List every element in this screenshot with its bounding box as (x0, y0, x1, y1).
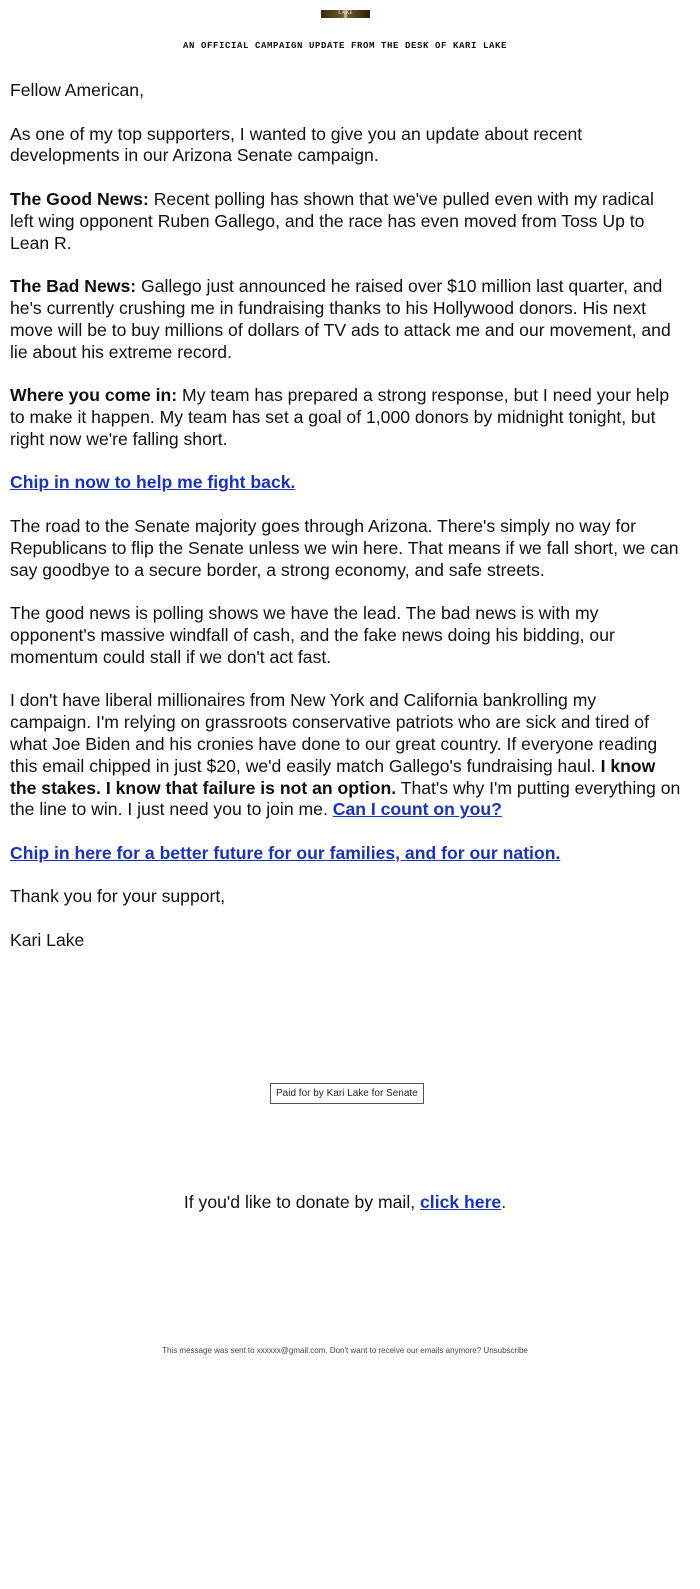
everything-text: That's why I'm putting everything on the line to win. I just need you to join me. (10, 777, 681, 820)
donate-by-mail-end: . (501, 1192, 507, 1212)
greeting: Fellow American, (10, 80, 144, 100)
email-body (10, 80, 682, 974)
donate-by-mail (0, 1192, 690, 1213)
bad-news-text: Gallego just announced he raised over $10 million last quarter, and he's currently crushing me in fundraising thanks to his Hollywood donors. His next move will be to buy millions of dollars of TV ads to attack me and our movement, and lie about his extreme record. (10, 276, 671, 362)
campaign-logo (321, 10, 370, 18)
good-news-paragraph (10, 189, 682, 254)
unsubscribe-footer[interactable]: This message was sent to xxxxxx@gmail.com. Don't want to receive our emails anymore? Unsubscribe (162, 1346, 528, 1355)
donate-by-mail-text: If you'd like to donate by mail, (183, 1192, 421, 1212)
bad-news-label: The Bad News: (10, 276, 137, 297)
stakes-bold-text: I know the stakes. I know that failure is not an option. (10, 755, 656, 798)
email-tagline: AN OFFICIAL CAMPAIGN UPDATE FROM THE DESK OF KARI LAKE (182, 41, 508, 51)
where-paragraph (10, 385, 682, 450)
cta-paragraph-1 (10, 472, 682, 494)
millionaires-paragraph (10, 690, 682, 821)
good-news-text: Recent polling has shown that we've pulled even with my radical left wing opponent Ruben Gallego, and the race has even moved from Toss Up to Lean R. (10, 188, 654, 253)
thanks-text: Thank you for your support, (10, 886, 226, 907)
polling-paragraph: The good news is polling shows we have the lead. The bad news is with my opponent's massive windfall of cash, and the fake news doing his bidding, our momentum could stall if we don't act fast. (10, 603, 615, 667)
cta-paragraph-2 (10, 843, 682, 865)
where-text: My team has prepared a strong response, but I need your help to make it happen. My team has set a goal of 1,000 donors by midnight tonight, but right now we're falling short. (10, 385, 670, 449)
where-label: Where you come in: (10, 385, 178, 406)
bad-news-paragraph (10, 276, 682, 363)
intro-paragraph: As one of my top supporters, I wanted to give you an update about recent developments in our Arizona Senate campaign. (10, 123, 583, 166)
chip-in-better-future-link[interactable]: Chip in here for a better future for our families, and for our nation. (10, 842, 561, 863)
road-paragraph: The road to the Senate majority goes through Arizona. There's simply no way for Republicans to flip the Senate unless we win here. That means if we fall short, we can say goodbye to a secure border, a strong economy, and safe streets. (10, 515, 679, 580)
count-on-you-link[interactable]: Can I count on you? (332, 799, 502, 820)
signature: Kari Lake (10, 930, 85, 951)
good-news-label: The Good News: (10, 188, 149, 209)
logo-text: LAKE (338, 11, 353, 16)
chip-in-fight-back-link[interactable]: Chip in now to help me fight back. (10, 472, 296, 493)
paid-for-box: Paid for by Kari Lake for Senate (270, 1083, 424, 1104)
millionaires-text: I don't have liberal millionaires from New York and California bankrolling my campaign. I'm relying on grassroots conservative patriots who are sick and tired of what Joe Biden and his cronies have done to our great country. If everyone reading this email chipped in just $20, we'd easily match Gallego's fundraising haul. (10, 690, 658, 776)
donate-by-mail-link[interactable]: click here (420, 1192, 502, 1212)
